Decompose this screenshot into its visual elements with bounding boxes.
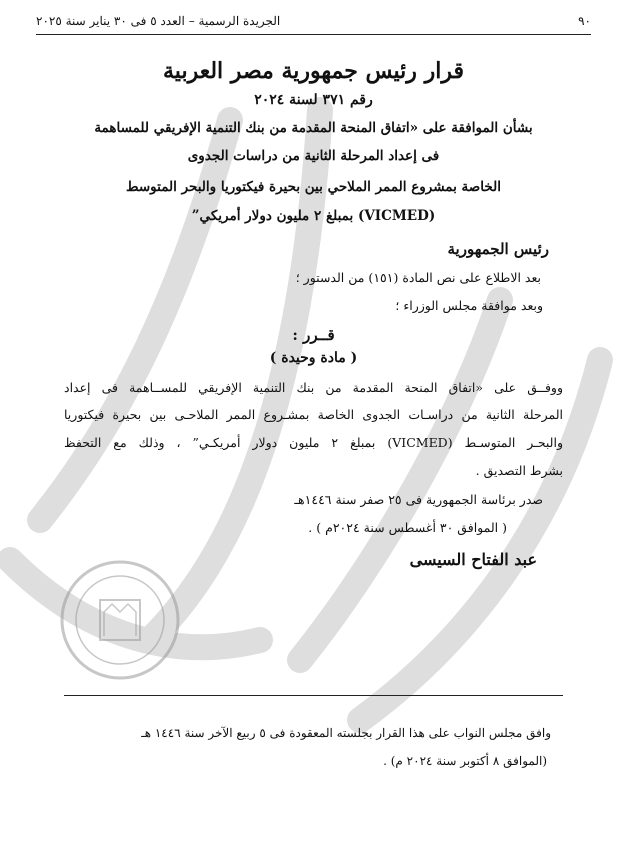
subject-line: فى إعداد المرحلة الثانية من دراسات الجدوى <box>187 148 440 164</box>
running-header <box>36 10 591 32</box>
signature: عبد الفتاح السيسى <box>409 550 537 569</box>
decided-label: قــرر : <box>292 326 335 344</box>
subject-line: الخاصة بمشروع الممر الملاحي بين بحيرة فيكتوريا والبحر المتوسط <box>126 179 501 195</box>
corresponding-date-line: ( الموافق ٣٠ أغسطس سنة ٢٠٢٤م ) . <box>308 520 507 535</box>
subject-line: بشأن الموافقة على «اتفاق المنحة المقدمة من بنك التنمية الإفريقي للمساهمة <box>94 120 533 136</box>
article-text-line: ووفــق على «اتفاق المنحة المقدمة من بنك التنمية الإفريقي للمســاهمة فى إعداد <box>64 380 563 395</box>
preamble-line: وبعد موافقة مجلس الوزراء ؛ <box>395 298 543 313</box>
footnote-line: وافق مجلس النواب على هذا القرار بجلسته المعقودة فى ٥ ربيع الآخر سنة ١٤٤٦ هـ <box>141 726 551 740</box>
decree-number: رقم ٣٧١ لسنة ٢٠٢٤ <box>254 92 373 108</box>
article-text-line: والبحـر المتوسـط (VICMED) بمبلغ ٢ مليون دولار أمريكـي” ، وذلك مع التحفظ <box>64 435 564 450</box>
footnote-divider <box>64 695 563 696</box>
issued-line: صدر برئاسة الجمهورية فى ٢٥ صفر سنة ١٤٤٦هـ <box>294 492 543 507</box>
preamble-line: بعد الاطلاع على نص المادة (١٥١) من الدستور ؛ <box>295 270 541 285</box>
president-label: رئيس الجمهورية <box>447 240 549 258</box>
running-title: الجريدة الرسمية – العدد ٥ فى ٣٠ يناير سنة ٢٠٢٥ <box>36 14 281 28</box>
article-text-line: المرحلة الثانية من دراسـات الجدوى الخاصة بمشـروع الممر الملاحـى بين بحيرة فيكتوريا <box>64 407 563 422</box>
single-article-label: ( مادة وحيدة ) <box>269 350 358 366</box>
header-divider <box>36 34 591 35</box>
subject-line: (VICMED) بمبلغ ٢ مليون دولار أمريكي” <box>191 208 436 224</box>
article-text-line: بشرط التصديق . <box>475 463 563 478</box>
decree-title: قرار رئيس جمهورية مصر العربية <box>163 58 464 84</box>
page-number: ٩٠ <box>578 14 591 28</box>
footnote-line: (الموافق ٨ أكتوبر سنة ٢٠٢٤ م) . <box>383 754 547 768</box>
